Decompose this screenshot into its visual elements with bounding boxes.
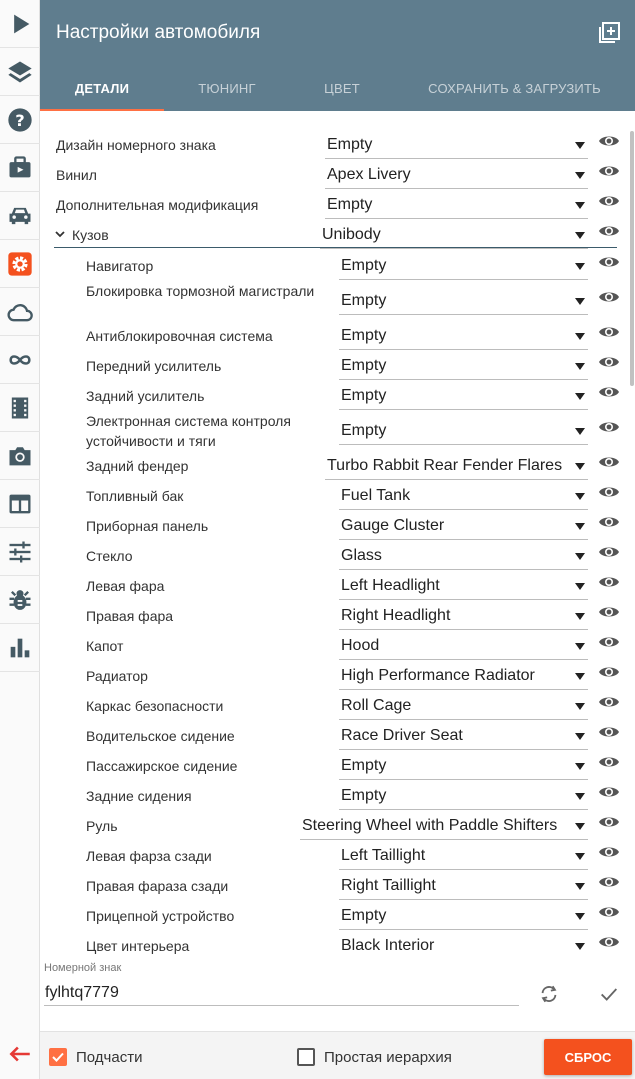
dropdown-arrow-icon <box>575 172 585 179</box>
dropdown-arrow-icon <box>575 263 585 270</box>
part-row <box>40 256 620 280</box>
part-label: Задний фендер <box>86 458 189 474</box>
part-select[interactable] <box>339 752 588 780</box>
eye-icon[interactable] <box>598 354 620 370</box>
part-select[interactable] <box>339 602 588 630</box>
check-icon <box>49 1048 67 1066</box>
part-select-value: Empty <box>341 257 387 274</box>
camera-icon[interactable] <box>0 432 40 480</box>
check-icon[interactable] <box>598 983 620 1005</box>
simple-hierarchy-checkbox[interactable] <box>297 1048 315 1066</box>
eye-icon[interactable] <box>598 223 620 239</box>
window-icon[interactable] <box>0 480 40 528</box>
part-label: Прицепной устройство <box>86 908 235 924</box>
play-icon[interactable] <box>0 0 40 48</box>
briefcase-icon[interactable] <box>0 144 40 192</box>
part-label: Руль <box>86 818 118 834</box>
part-select[interactable] <box>339 482 588 510</box>
part-select[interactable] <box>325 161 588 189</box>
dropdown-arrow-icon <box>575 733 585 740</box>
part-select-value: Empty <box>341 907 387 924</box>
part-select-value: Right Taillight <box>341 877 436 894</box>
subparts-checkbox[interactable] <box>49 1048 67 1066</box>
eye-icon[interactable] <box>598 544 620 560</box>
svg-text:?: ? <box>15 110 25 130</box>
part-select[interactable] <box>339 932 588 957</box>
part-select[interactable] <box>300 812 588 840</box>
part-select[interactable] <box>339 692 588 720</box>
part-label: Приборная панель <box>86 518 209 534</box>
scrollbar[interactable] <box>630 131 634 386</box>
part-select-value: Empty <box>341 357 387 374</box>
part-label: Топливный бак <box>86 488 184 504</box>
part-row <box>40 696 620 720</box>
dropdown-arrow-icon <box>575 763 585 770</box>
tab-save-load[interactable]: СОХРАНИТЬ & ЗАГРУЗИТЬ <box>428 81 601 96</box>
eye-icon[interactable] <box>598 844 620 860</box>
part-select[interactable] <box>339 287 588 315</box>
eye-icon[interactable] <box>598 484 620 500</box>
part-row <box>40 636 620 660</box>
dropdown-arrow-icon <box>575 703 585 710</box>
part-select-value: Empty <box>341 787 387 804</box>
part-row <box>40 726 620 750</box>
part-select-value: Empty <box>341 327 387 344</box>
footer-bar <box>40 1031 635 1079</box>
part-row <box>40 756 620 780</box>
part-label: Винил <box>56 167 97 183</box>
part-row <box>40 356 620 380</box>
eye-icon[interactable] <box>598 874 620 890</box>
infinity-icon[interactable] <box>0 336 40 384</box>
group-divider <box>54 247 617 248</box>
part-select-value: Empty <box>341 292 387 309</box>
chevron-down-icon[interactable] <box>54 227 66 239</box>
bug-icon[interactable] <box>0 576 40 624</box>
tab-details[interactable]: ДЕТАЛИ <box>40 66 164 111</box>
part-select-value: Turbo Rabbit Rear Fender Flares <box>327 457 563 474</box>
part-select[interactable] <box>325 131 588 159</box>
part-row <box>40 576 620 600</box>
dropdown-arrow-icon <box>575 913 585 920</box>
gear-icon[interactable] <box>0 240 40 288</box>
part-label: Пассажирское сидение <box>86 758 238 774</box>
part-row <box>40 846 620 870</box>
part-label: Каркас безопасности <box>86 698 224 714</box>
part-select-value: Empty <box>327 136 373 153</box>
part-row <box>40 606 620 630</box>
part-label: Задние сидения <box>86 788 192 804</box>
license-plate-input[interactable]: fylhtq7779 <box>44 979 519 1006</box>
part-label: Левая фара <box>86 578 165 594</box>
part-row <box>40 165 620 189</box>
simple-hierarchy-label: Простая иерархия <box>324 1049 452 1066</box>
eye-icon[interactable] <box>598 604 620 620</box>
part-select[interactable] <box>339 382 588 410</box>
part-label: Правая фара <box>86 608 174 624</box>
group-row-body <box>40 225 620 249</box>
part-select[interactable] <box>339 417 588 445</box>
tab-bar <box>40 66 635 111</box>
eye-icon[interactable] <box>598 754 620 770</box>
dropdown-arrow-icon <box>575 583 585 590</box>
dropdown-arrow-icon <box>575 202 585 209</box>
part-select-value: Right Headlight <box>341 607 451 624</box>
layers-icon[interactable] <box>0 48 40 96</box>
tab-color[interactable]: ЦВЕТ <box>324 81 360 96</box>
sliders-icon[interactable] <box>0 528 40 576</box>
dropdown-arrow-icon <box>575 793 585 800</box>
part-row <box>40 326 620 350</box>
subparts-label: Подчасти <box>76 1049 143 1066</box>
part-label: Задний усилитель <box>86 388 205 404</box>
part-select-value: Left Taillight <box>341 847 426 864</box>
part-select-value: Race Driver Seat <box>341 727 463 744</box>
part-row <box>40 516 620 540</box>
part-select[interactable] <box>339 902 588 930</box>
part-row <box>40 936 620 957</box>
part-label: Навигатор <box>86 258 154 274</box>
part-label: Кузов <box>72 227 109 243</box>
part-select[interactable] <box>339 542 588 570</box>
part-select[interactable] <box>339 872 588 900</box>
parts-list <box>40 111 635 957</box>
part-label: Дизайн номерного знака <box>56 137 216 153</box>
dropdown-arrow-icon <box>575 613 585 620</box>
reset-button[interactable]: СБРОС <box>544 1039 632 1075</box>
eye-icon[interactable] <box>598 133 620 149</box>
dropdown-arrow-icon <box>575 493 585 500</box>
eye-icon[interactable] <box>598 514 620 530</box>
eye-icon[interactable] <box>598 934 620 950</box>
part-select[interactable] <box>339 252 588 280</box>
part-label: Передний усилитель <box>86 358 222 374</box>
dropdown-arrow-icon <box>575 943 585 950</box>
part-select-value: Empty <box>341 387 387 404</box>
panel-header <box>40 0 635 111</box>
help-icon[interactable] <box>0 96 40 144</box>
part-row <box>40 411 620 451</box>
car-icon[interactable] <box>0 192 40 240</box>
dropdown-arrow-icon <box>575 363 585 370</box>
page-title: Настройки автомобиля <box>56 22 261 43</box>
part-select[interactable] <box>339 782 588 810</box>
eye-icon[interactable] <box>598 254 620 270</box>
part-label: Антиблокировочная система <box>86 328 273 344</box>
part-select-value: Roll Cage <box>341 697 412 714</box>
part-select-value: Glass <box>341 547 382 564</box>
part-select[interactable] <box>320 221 588 249</box>
eye-icon[interactable] <box>598 664 620 680</box>
arrow-left-icon[interactable] <box>0 1030 40 1078</box>
dropdown-arrow-icon <box>575 823 585 830</box>
part-select[interactable] <box>339 632 588 660</box>
part-select-value: Fuel Tank <box>341 487 411 504</box>
part-select[interactable] <box>325 191 588 219</box>
part-select[interactable] <box>339 722 588 750</box>
eye-icon[interactable] <box>598 724 620 740</box>
part-select-value: Unibody <box>322 226 381 243</box>
dropdown-arrow-icon <box>575 428 585 435</box>
refresh-icon[interactable] <box>538 983 560 1005</box>
part-label: Левая фарза сзади <box>86 848 212 864</box>
eye-icon[interactable] <box>598 289 620 305</box>
part-row <box>40 135 620 159</box>
part-row <box>40 546 620 570</box>
dropdown-arrow-icon <box>575 298 585 305</box>
part-select-value: Steering Wheel with Paddle Shifters <box>302 817 558 834</box>
part-row <box>40 816 620 840</box>
eye-icon[interactable] <box>598 193 620 209</box>
tab-tuning[interactable]: ТЮНИНГ <box>198 81 256 96</box>
part-row <box>40 666 620 690</box>
add-box-icon[interactable] <box>597 21 621 45</box>
part-select-value: Empty <box>327 196 373 213</box>
part-row <box>40 486 620 510</box>
part-row <box>40 456 620 480</box>
part-label: Водительское сидение <box>86 728 235 744</box>
dropdown-arrow-icon <box>575 853 585 860</box>
dropdown-arrow-icon <box>575 463 585 470</box>
part-label: Стекло <box>86 548 133 564</box>
part-row <box>40 195 620 219</box>
eye-icon[interactable] <box>598 574 620 590</box>
dropdown-arrow-icon <box>575 393 585 400</box>
part-select-value: Apex Livery <box>327 166 411 183</box>
dropdown-arrow-icon <box>575 232 585 239</box>
eye-icon[interactable] <box>598 384 620 400</box>
part-row <box>40 786 620 810</box>
eye-icon[interactable] <box>598 324 620 340</box>
dropdown-arrow-icon <box>575 883 585 890</box>
eye-icon[interactable] <box>598 419 620 435</box>
part-select[interactable] <box>339 842 588 870</box>
part-label: Дополнительная модификация <box>56 197 259 213</box>
part-select[interactable] <box>339 352 588 380</box>
eye-icon[interactable] <box>598 694 620 710</box>
part-select-value: Hood <box>341 637 380 654</box>
part-select[interactable] <box>339 512 588 540</box>
eye-icon[interactable] <box>598 784 620 800</box>
eye-icon[interactable] <box>598 163 620 179</box>
part-label: Правая фараза сзади <box>86 878 229 894</box>
part-label: Капот <box>86 638 124 654</box>
eye-icon[interactable] <box>598 904 620 920</box>
eye-icon[interactable] <box>598 634 620 650</box>
bar-chart-icon[interactable] <box>0 624 40 672</box>
part-select-value: Left Headlight <box>341 577 440 594</box>
dropdown-arrow-icon <box>575 523 585 530</box>
part-row <box>40 906 620 930</box>
part-select[interactable] <box>325 452 588 480</box>
part-select[interactable] <box>339 662 588 690</box>
cloud-icon[interactable] <box>0 288 40 336</box>
part-select[interactable] <box>339 572 588 600</box>
eye-icon[interactable] <box>598 454 620 470</box>
part-select-value: High Performance Radiator <box>341 667 535 684</box>
part-select-value: Empty <box>341 422 387 439</box>
part-row <box>40 876 620 900</box>
part-select[interactable] <box>339 322 588 350</box>
part-select-value: Empty <box>341 757 387 774</box>
part-select-value: Gauge Cluster <box>341 517 445 534</box>
license-plate-section <box>40 957 635 1031</box>
part-label: Электронная система контроля устойчивости и тяги <box>86 413 291 449</box>
dropdown-arrow-icon <box>575 553 585 560</box>
part-label: Блокировка тормозной магистрали <box>86 283 315 299</box>
dropdown-arrow-icon <box>575 673 585 680</box>
part-label: Цвет интерьера <box>86 938 190 954</box>
part-row <box>40 386 620 410</box>
part-label: Радиатор <box>86 668 148 684</box>
eye-icon[interactable] <box>598 814 620 830</box>
license-plate-label: Номерной знак <box>44 962 122 974</box>
sidebar <box>0 0 40 1079</box>
part-row <box>40 281 620 321</box>
car-settings-panel <box>40 0 635 1079</box>
dropdown-arrow-icon <box>575 643 585 650</box>
part-select-value: Black Interior <box>341 937 435 954</box>
film-icon[interactable] <box>0 384 40 432</box>
dropdown-arrow-icon <box>575 333 585 340</box>
dropdown-arrow-icon <box>575 142 585 149</box>
